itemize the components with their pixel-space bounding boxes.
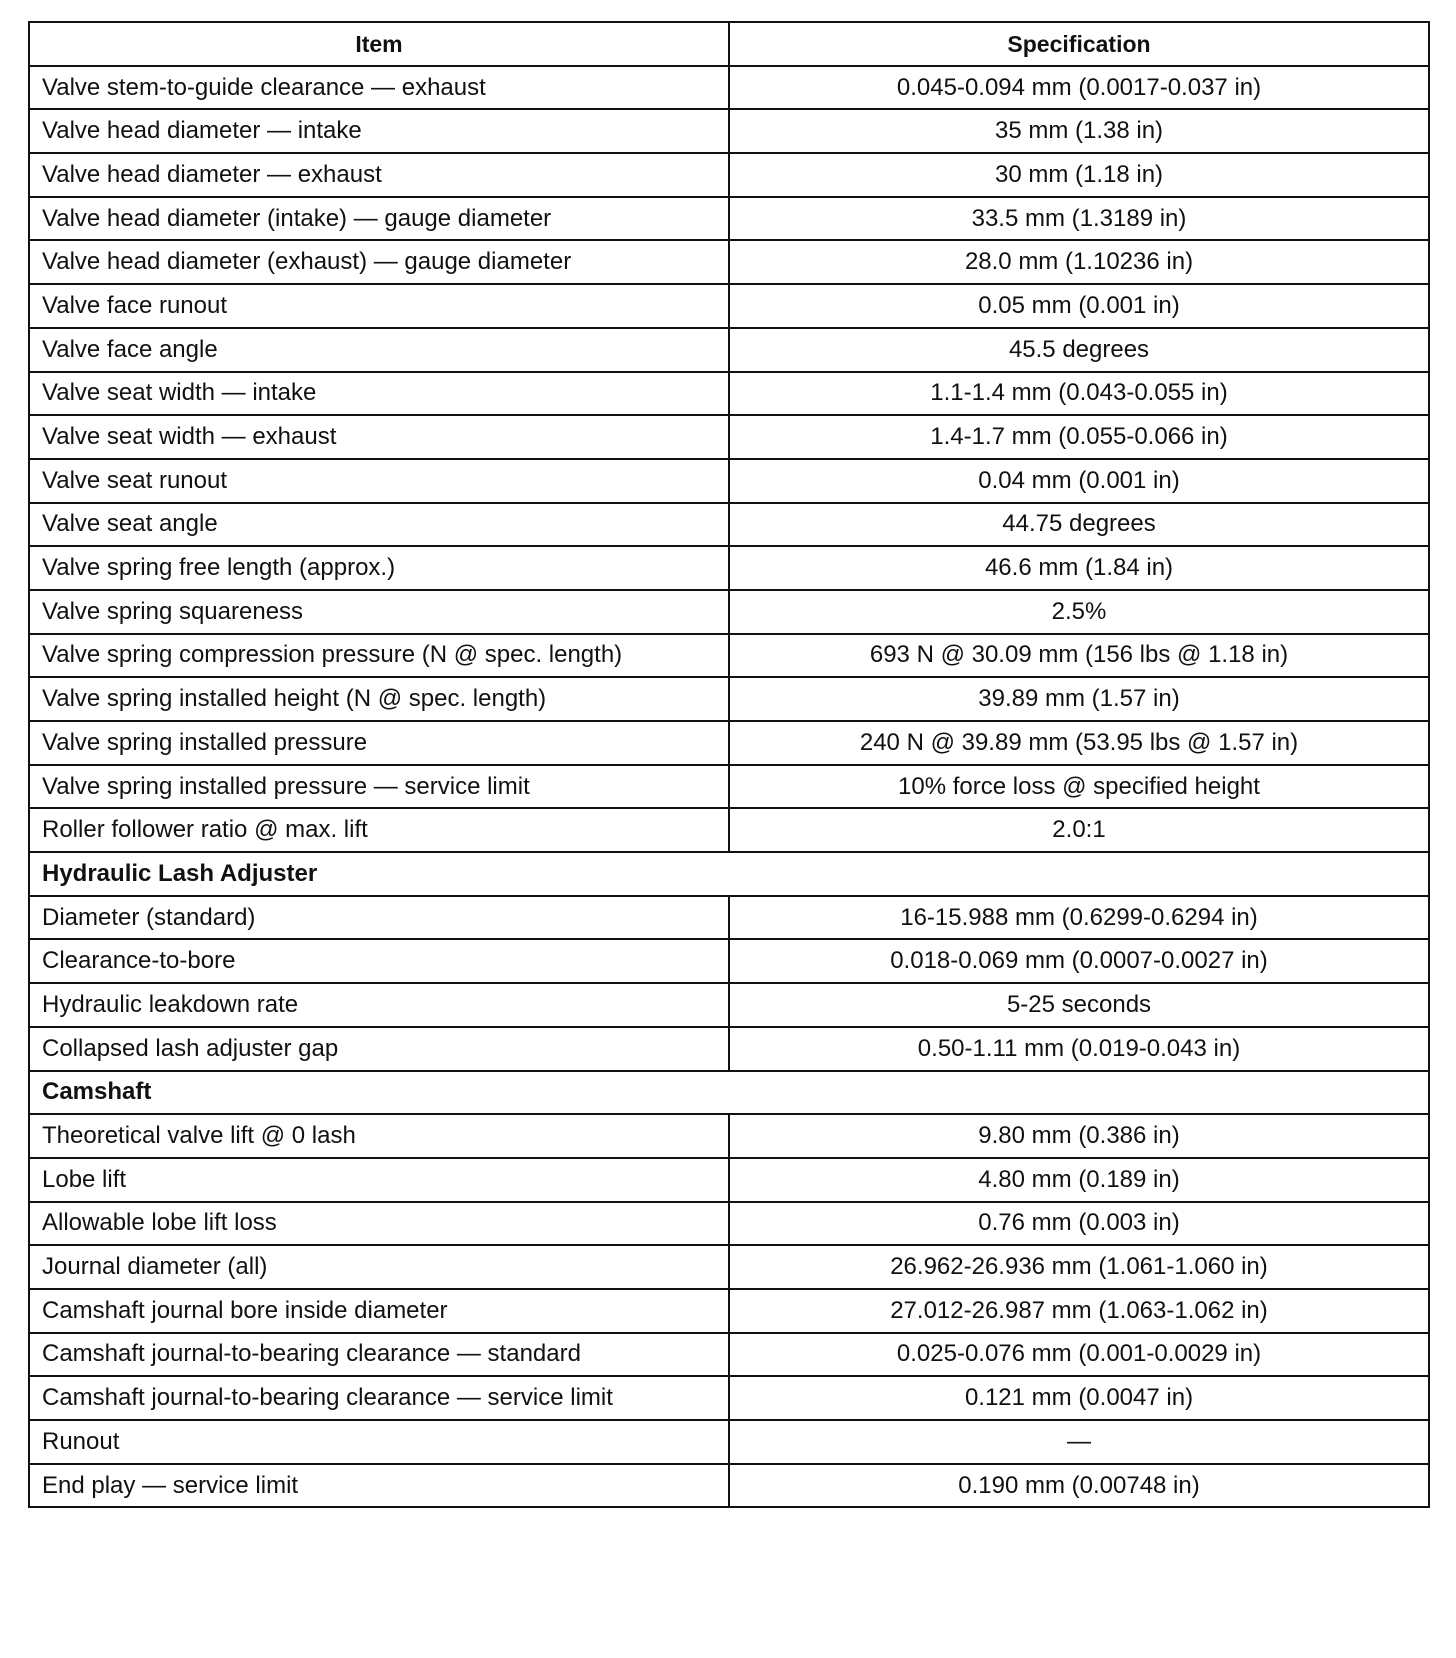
specification-cell: 0.025-0.076 mm (0.001-0.0029 in) — [729, 1333, 1429, 1377]
specification-cell: 693 N @ 30.09 mm (156 lbs @ 1.18 in) — [729, 634, 1429, 678]
specification-cell: 0.50-1.11 mm (0.019-0.043 in) — [729, 1027, 1429, 1071]
item-cell: Collapsed lash adjuster gap — [29, 1027, 729, 1071]
item-cell: Camshaft journal bore inside diameter — [29, 1289, 729, 1333]
specification-cell: 45.5 degrees — [729, 328, 1429, 372]
specification-cell: 16-15.988 mm (0.6299-0.6294 in) — [729, 896, 1429, 940]
specification-cell: 44.75 degrees — [729, 503, 1429, 547]
specification-cell: 0.018-0.069 mm (0.0007-0.0027 in) — [729, 939, 1429, 983]
specification-cell: 26.962-26.936 mm (1.061-1.060 in) — [729, 1245, 1429, 1289]
section-row — [29, 1071, 1429, 1115]
table-row — [29, 546, 1429, 590]
table-row — [29, 1464, 1429, 1508]
item-cell: Diameter (standard) — [29, 896, 729, 940]
item-cell: Journal diameter (all) — [29, 1245, 729, 1289]
section-heading: Camshaft — [29, 1071, 1429, 1115]
table-row — [29, 66, 1429, 110]
table-header-row — [29, 22, 1429, 66]
table-row — [29, 372, 1429, 416]
item-cell: Valve spring installed height (N @ spec. length) — [29, 677, 729, 721]
item-cell: Valve spring compression pressure (N @ spec. length) — [29, 634, 729, 678]
item-cell: Runout — [29, 1420, 729, 1464]
table-row — [29, 1376, 1429, 1420]
specification-cell: 27.012-26.987 mm (1.063-1.062 in) — [729, 1289, 1429, 1333]
table-row — [29, 1420, 1429, 1464]
specification-cell: 1.1-1.4 mm (0.043-0.055 in) — [729, 372, 1429, 416]
item-cell: Lobe lift — [29, 1158, 729, 1202]
table-row — [29, 1333, 1429, 1377]
specification-cell: 30 mm (1.18 in) — [729, 153, 1429, 197]
specification-cell: 28.0 mm (1.10236 in) — [729, 240, 1429, 284]
table-row — [29, 1289, 1429, 1333]
table-row — [29, 765, 1429, 809]
table-row — [29, 896, 1429, 940]
table-row — [29, 284, 1429, 328]
specification-cell: 0.045-0.094 mm (0.0017-0.037 in) — [729, 66, 1429, 110]
table-row — [29, 1027, 1429, 1071]
specification-cell: 1.4-1.7 mm (0.055-0.066 in) — [729, 415, 1429, 459]
table-row — [29, 808, 1429, 852]
section-heading: Hydraulic Lash Adjuster — [29, 852, 1429, 896]
item-cell: Theoretical valve lift @ 0 lash — [29, 1114, 729, 1158]
table-row — [29, 590, 1429, 634]
table-row — [29, 1158, 1429, 1202]
item-cell: Hydraulic leakdown rate — [29, 983, 729, 1027]
table-row — [29, 634, 1429, 678]
specification-cell: 2.5% — [729, 590, 1429, 634]
specification-cell: 0.05 mm (0.001 in) — [729, 284, 1429, 328]
item-cell: Valve spring squareness — [29, 590, 729, 634]
item-cell: Valve face runout — [29, 284, 729, 328]
table-row — [29, 939, 1429, 983]
specification-cell: 0.121 mm (0.0047 in) — [729, 1376, 1429, 1420]
table-row — [29, 415, 1429, 459]
table-row — [29, 153, 1429, 197]
item-cell: Valve head diameter (intake) — gauge diameter — [29, 197, 729, 241]
column-header-specification: Specification — [729, 22, 1429, 66]
table-row — [29, 328, 1429, 372]
table-row — [29, 721, 1429, 765]
specification-cell: 240 N @ 39.89 mm (53.95 lbs @ 1.57 in) — [729, 721, 1429, 765]
item-cell: Roller follower ratio @ max. lift — [29, 808, 729, 852]
table-row — [29, 503, 1429, 547]
item-cell: Valve seat angle — [29, 503, 729, 547]
specification-cell: 0.190 mm (0.00748 in) — [729, 1464, 1429, 1508]
table-row — [29, 1202, 1429, 1246]
item-cell: Camshaft journal-to-bearing clearance — standard — [29, 1333, 729, 1377]
table-body — [29, 66, 1429, 1508]
item-cell: Valve face angle — [29, 328, 729, 372]
specification-cell: 2.0:1 — [729, 808, 1429, 852]
item-cell: Camshaft journal-to-bearing clearance — service limit — [29, 1376, 729, 1420]
table-row — [29, 983, 1429, 1027]
table-row — [29, 197, 1429, 241]
table-row — [29, 109, 1429, 153]
item-cell: Valve spring installed pressure — service limit — [29, 765, 729, 809]
column-header-item: Item — [29, 22, 729, 66]
specification-cell: 46.6 mm (1.84 in) — [729, 546, 1429, 590]
specification-cell: 9.80 mm (0.386 in) — [729, 1114, 1429, 1158]
item-cell: Clearance-to-bore — [29, 939, 729, 983]
specification-table — [28, 21, 1430, 1508]
section-row — [29, 852, 1429, 896]
item-cell: Valve head diameter — intake — [29, 109, 729, 153]
table-row — [29, 1114, 1429, 1158]
specification-cell: 0.76 mm (0.003 in) — [729, 1202, 1429, 1246]
specification-cell: 39.89 mm (1.57 in) — [729, 677, 1429, 721]
specification-cell: 0.04 mm (0.001 in) — [729, 459, 1429, 503]
item-cell: End play — service limit — [29, 1464, 729, 1508]
item-cell: Valve seat width — intake — [29, 372, 729, 416]
item-cell: Valve spring free length (approx.) — [29, 546, 729, 590]
item-cell: Valve seat width — exhaust — [29, 415, 729, 459]
item-cell: Valve stem-to-guide clearance — exhaust — [29, 66, 729, 110]
specification-cell: 4.80 mm (0.189 in) — [729, 1158, 1429, 1202]
item-cell: Valve head diameter (exhaust) — gauge diameter — [29, 240, 729, 284]
item-cell: Valve seat runout — [29, 459, 729, 503]
table-row — [29, 677, 1429, 721]
specification-cell: — — [729, 1420, 1429, 1464]
specification-cell: 5-25 seconds — [729, 983, 1429, 1027]
specification-cell: 10% force loss @ specified height — [729, 765, 1429, 809]
table-row — [29, 1245, 1429, 1289]
table-row — [29, 240, 1429, 284]
item-cell: Valve spring installed pressure — [29, 721, 729, 765]
table-row — [29, 459, 1429, 503]
specification-cell: 33.5 mm (1.3189 in) — [729, 197, 1429, 241]
item-cell: Allowable lobe lift loss — [29, 1202, 729, 1246]
specification-cell: 35 mm (1.38 in) — [729, 109, 1429, 153]
item-cell: Valve head diameter — exhaust — [29, 153, 729, 197]
